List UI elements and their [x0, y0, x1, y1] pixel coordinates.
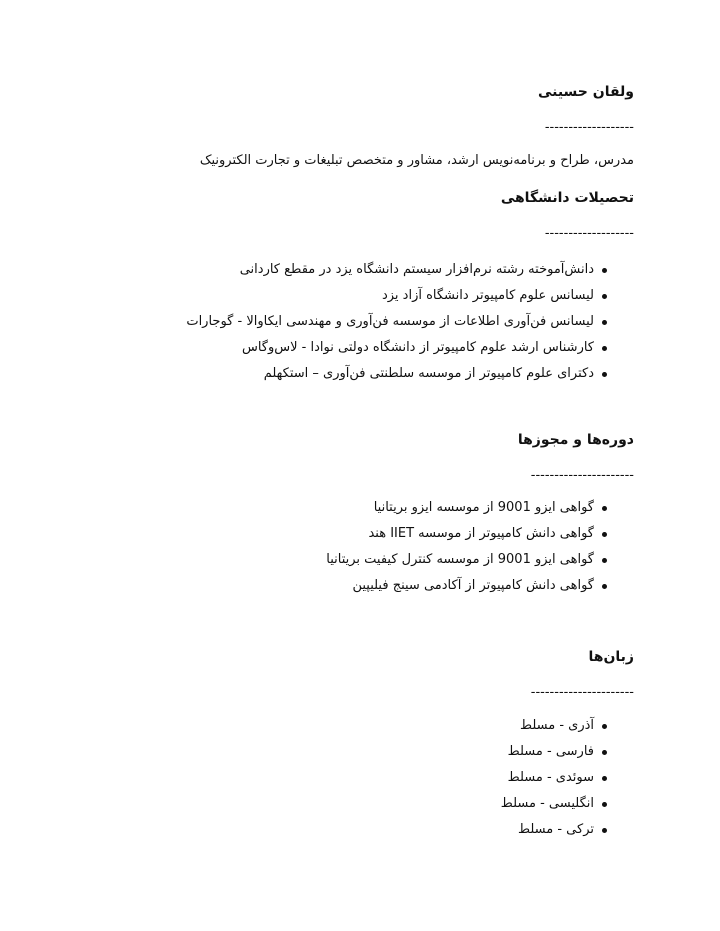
- bullet-icon: [602, 776, 607, 781]
- certificates-list: [326, 495, 634, 599]
- bullet-icon: [602, 828, 607, 833]
- name-divider: -------------------: [544, 120, 634, 135]
- certificate-item-text: گواهی دانش کامپیوتر از آکادمی سینج فیلیپین: [352, 578, 594, 593]
- profile-summary: مدرس، طراح و برنامه‌نویس ارشد، مشاور و متخصص تبلیغات و تجارت الکترونیک: [199, 153, 634, 168]
- person-name: ولقان حسینی: [537, 84, 634, 100]
- language-item: [501, 791, 634, 817]
- bullet-icon: [602, 724, 607, 729]
- language-item-text: ترکی - مسلط: [518, 822, 594, 837]
- languages-divider: ----------------------: [530, 685, 634, 700]
- bullet-icon: [602, 372, 607, 377]
- certificate-item: [326, 521, 634, 547]
- bullet-icon: [602, 506, 607, 511]
- bullet-icon: [602, 294, 607, 299]
- language-item: [501, 739, 634, 765]
- certificate-item-text: گواهی دانش کامپیوتر از موسسه IIET هند: [368, 526, 594, 541]
- education-item: [186, 361, 634, 387]
- education-item: [186, 335, 634, 361]
- language-item-text: سوئدی - مسلط: [507, 770, 594, 785]
- bullet-icon: [602, 802, 607, 807]
- certificates-heading: دوره‌ها و مجوزها: [517, 432, 634, 448]
- bullet-icon: [602, 346, 607, 351]
- language-item: [501, 713, 634, 739]
- education-divider: -------------------: [544, 226, 634, 241]
- languages-heading: زبان‌ها: [588, 649, 634, 665]
- bullet-icon: [602, 584, 607, 589]
- education-item: [186, 257, 634, 283]
- bullet-icon: [602, 320, 607, 325]
- education-item-text: لیسانس فن‌آوری اطلاعات از موسسه فن‌آوری و مهندسی ایکاوالا - گوجارات: [186, 314, 594, 329]
- education-heading: تحصیلات دانشگاهی: [500, 190, 634, 206]
- education-item-text: دکترای علوم کامپیوتر از موسسه سلطنتی فن‌آوری – استکهلم: [263, 366, 594, 381]
- bullet-icon: [602, 268, 607, 273]
- certificate-item: [326, 547, 634, 573]
- education-item-text: دانش‌آموخته رشته نرم‌افزار سیستم دانشگاه یزد در مقطع کاردانی: [239, 262, 594, 277]
- language-item: [501, 817, 634, 843]
- education-item: [186, 309, 634, 335]
- education-item: [186, 283, 634, 309]
- language-item: [501, 765, 634, 791]
- language-item-text: آذری - مسلط: [519, 718, 594, 733]
- bullet-icon: [602, 532, 607, 537]
- certificates-divider: ----------------------: [530, 468, 634, 483]
- bullet-icon: [602, 750, 607, 755]
- certificate-item-text: گواهی ایزو 9001 از موسسه ایزو بریتانیا: [373, 500, 594, 515]
- certificate-item-text: گواهی ایزو 9001 از موسسه کنترل کیفیت بریتانیا: [326, 552, 594, 567]
- certificate-item: [326, 573, 634, 599]
- bullet-icon: [602, 558, 607, 563]
- certificate-item: [326, 495, 634, 521]
- languages-list: [501, 713, 634, 843]
- language-item-text: فارسی - مسلط: [507, 744, 594, 759]
- education-list: [186, 257, 634, 387]
- education-item-text: کارشناس ارشد علوم کامپیوتر از دانشگاه دولتی نوادا - لاس‌وگاس: [241, 340, 594, 355]
- education-item-text: لیسانس علوم کامپیوتر دانشگاه آزاد یزد: [381, 288, 594, 303]
- language-item-text: انگلیسی - مسلط: [500, 796, 594, 811]
